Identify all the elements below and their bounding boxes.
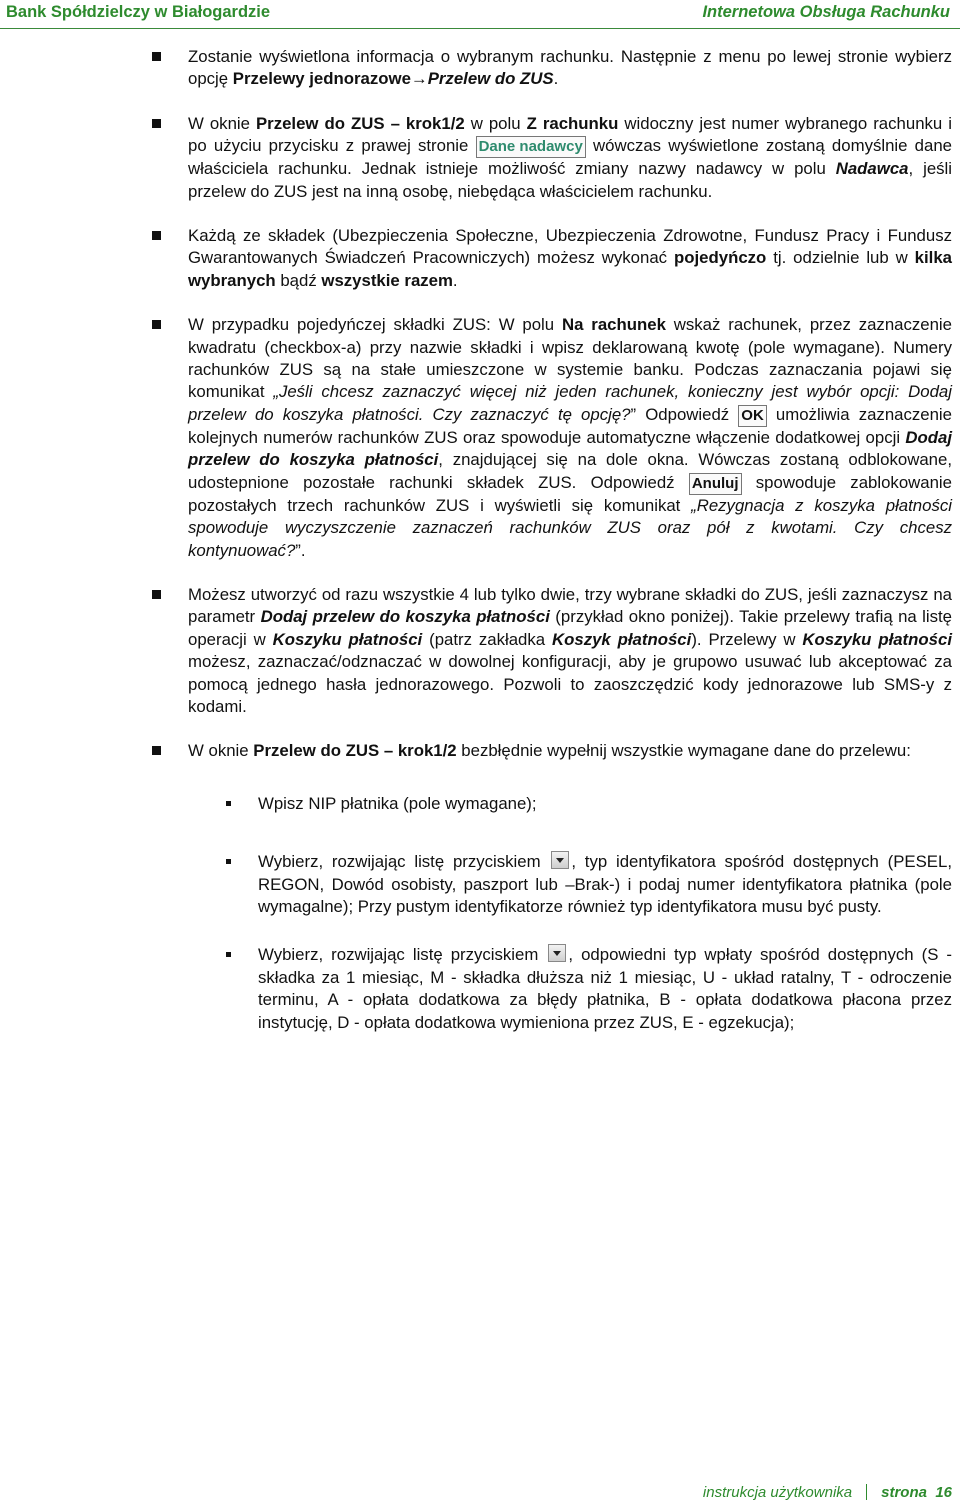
sub-bullet-text: Wybierz, rozwijając listę przyciskiem , typ identyfikatora spośród dostępnych (PESEL, REGON, Dowód osobisty, paszport lub –Brak-) i podaj numer identyfikatora płatnika (pole wymagalne); Przy pustym identyfikatorze również typ identyfikatora musu być pusty. [258, 852, 952, 916]
square-bullet-icon [152, 52, 161, 61]
page-number: 16 [935, 1484, 952, 1501]
document-title: Internetowa Obsługa Rachunku [702, 3, 950, 21]
ok-button: OK [738, 405, 767, 427]
paragraph-text: W oknie Przelew do ZUS – krok1/2 w polu Z rachunku widoczny jest numer wybranego rachunku i po użyciu przycisku z prawej stronie Dane nadawcy wówczas wyświetlone zostaną domyślnie dane właściciela rachunku. Jednak istnieje możliwość zmiany nazwy nadawcy w polu Nadawca, jeśli przelew do ZUS jest na inną osobę, niebędąca właścicielem rachunku. [188, 113, 953, 201]
page-label: strona [881, 1484, 927, 1501]
small-square-bullet-icon [226, 859, 231, 864]
small-square-bullet-icon [226, 952, 231, 957]
bullet-paragraph-4 [0, 314, 960, 562]
footer-label: instrukcja użytkownika [702, 1484, 853, 1501]
small-square-bullet-icon [226, 801, 231, 806]
square-bullet-icon [152, 746, 161, 755]
document-body [0, 46, 960, 1056]
page-footer [703, 1484, 952, 1501]
dane-nadawcy-button: Dane nadawcy [476, 136, 586, 158]
sub-bullet-2 [0, 851, 960, 918]
footer-separator [866, 1484, 867, 1500]
bullet-paragraph-6 [0, 740, 960, 762]
anuluj-button: Anuluj [689, 473, 742, 495]
paragraph-text: W przypadku pojedyńczej składki ZUS: W polu Na rachunek wskaż rachunek, przez zaznaczenie kwadratu (checkbox-a) przy nazwie składki i wpisz deklarowaną kwotę (pole wymagane). Numery rachunków ZUS są na stałe umieszczone w systemie banku. Podczas zaznaczania pojawi się komunikat „Jeśli chcesz zaznaczyć więcej niż jeden rachunek, konieczny jest wybór opcji: Dodaj przelew do koszyka płatności. Czy zaznaczyć tę opcję?” Odpowiedź OK umożliwia zaznaczenie kolejnych numerów rachunków ZUS oraz spowoduje automatyczne włączenie dodatkowej opcji Dodaj przelew do koszyka płatności, znajdującej się na dole okna. Wówczas zostaną odblokowane, udostepnione pozostałe rachunki składek ZUS. Odpowiedź Anuluj spowoduje zablokowanie pozostałych trzech rachunków ZUS i wyświetli się komunikat „Rezygnacja z koszyka płatności spowoduje wyczyszczenie zaznaczeń rachunków ZUS oraz pół z kwotami. Czy chcesz kontynuować?”. [188, 315, 952, 560]
paragraph-text: Zostanie wyświetlona informacja o wybranym rachunku. Następnie z menu po lewej stronie wybierz opcję Przelewy jednorazowe→Przelew do ZUS. [188, 47, 952, 89]
bullet-paragraph-1 [0, 46, 960, 91]
paragraph-text: Każdą ze składek (Ubezpieczenia Społeczne, Ubezpieczenia Zdrowotne, Fundusz Pracy i Fundusz Gwarantowanych Świadczeń Pracowniczych) możesz wykonać pojedyńczo tj. odzielnie lub w kilka wybranych bądź wszystkie razem. [188, 226, 952, 290]
bullet-paragraph-2 [0, 113, 960, 203]
sub-bullet-1 [0, 793, 960, 815]
paragraph-text: W oknie Przelew do ZUS – krok1/2 bezbłędnie wypełnij wszystkie wymagane dane do przelewu: [188, 741, 911, 761]
bullet-paragraph-3 [0, 225, 960, 292]
square-bullet-icon [152, 231, 161, 240]
paragraph-text: Możesz utworzyć od razu wszystkie 4 lub tylko dwie, trzy wybrane składki do ZUS, jeśli zaznaczysz na parametr Dodaj przelew do koszyka płatności (przykład okno poniżej). Takie przelewy trafią na listę operacji w Koszyku płatności (patrz zakładka Koszyk płatności). Przelewy w Koszyku płatności możesz, zaznaczać/odznaczać w dowolnej konfiguracji, aby je grupowo usuwać lub akceptować za pomocą jednego hasła jednorazowego. Pozwoli to zaoszczędzić kody jednorazowe lub SMS-y z kodami. [188, 584, 953, 716]
sub-bullet-3 [0, 944, 960, 1034]
bullet-paragraph-5 [0, 584, 960, 718]
square-bullet-icon [152, 119, 161, 128]
sub-bullet-text: Wybierz, rozwijając listę przyciskiem , odpowiedni typ wpłaty spośród dostępnych (S -składka za 1 miesiąc, M - składka dłuższa niż 1 miesiąc, U - układ ratalny, T - odroczenie terminu, A - opłata dodatkowa za błędy płatnika, B - opłata dodatkowa płacona przez instytucję, D - opłata dodatkowa wymieniona przez ZUS, E - egzekucja); [258, 945, 952, 1032]
square-bullet-icon [152, 590, 161, 599]
bank-name: Bank Spółdzielczy w Białogardzie [6, 3, 271, 21]
dropdown-arrow-icon [548, 944, 566, 962]
square-bullet-icon [152, 320, 161, 329]
sub-bullet-text: Wpisz NIP płatnika (pole wymagane); [258, 793, 537, 813]
right-arrow-icon: → [410, 69, 428, 89]
page-header [0, 0, 960, 29]
dropdown-arrow-icon [551, 851, 569, 869]
